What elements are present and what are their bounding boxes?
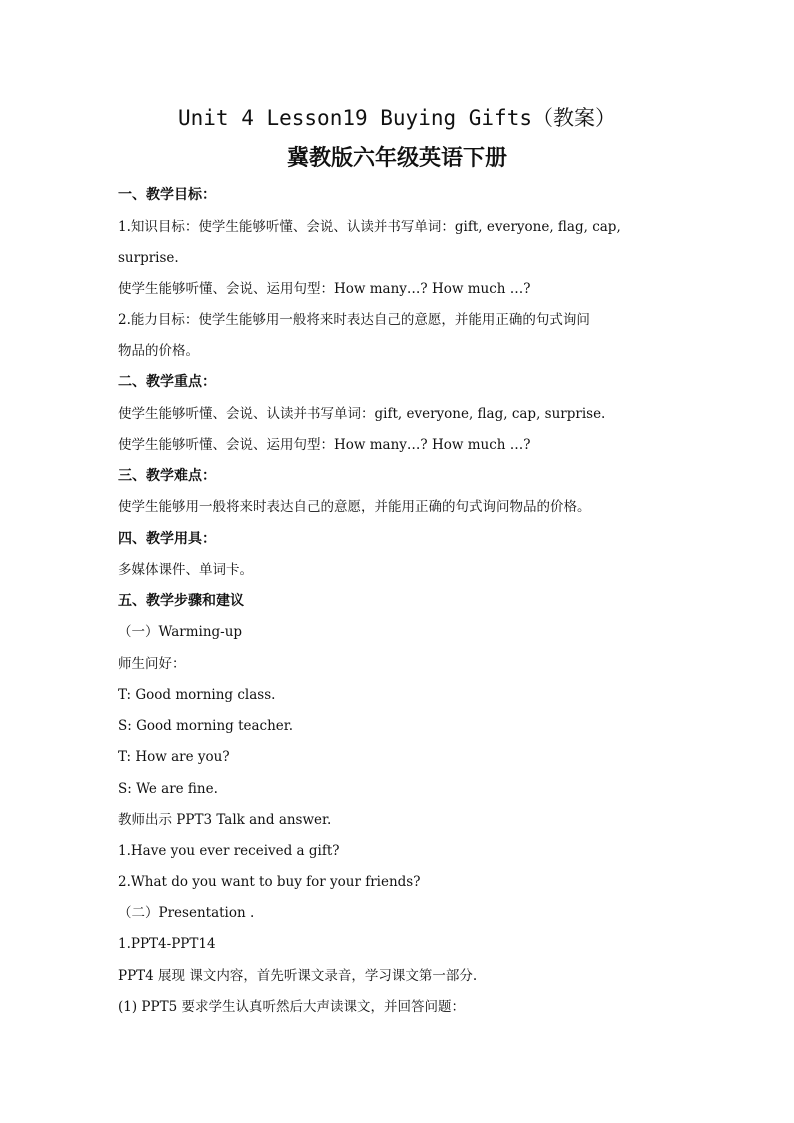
paragraph-line: 2.What do you want to buy for your friends?	[118, 874, 421, 890]
section-heading-tools: 四、教学用具：	[118, 531, 216, 547]
subsection-heading-presentation: （二）Presentation .	[118, 905, 255, 921]
section-heading-key-points: 二、教学重点：	[118, 374, 216, 390]
section-heading-objectives: 一、教学目标：	[118, 187, 216, 203]
paragraph-line: PPT4 展现 课文内容，首先听课文录音，学习课文第一部分.	[118, 968, 478, 984]
paragraph-line: 师生问好：	[118, 656, 186, 672]
dialogue-line: T: How are you?	[118, 749, 230, 765]
paragraph-line: 1.Have you ever received a gift?	[118, 843, 340, 859]
paragraph-line: 使学生能够听懂、会说、运用句型：How many…? How much …?	[118, 281, 531, 297]
paragraph-line: 使学生能够听懂、会说、认读并书写单词：gift, everyone, flag, cap, surprise.	[118, 406, 606, 422]
paragraph-line: 1.知识目标：使学生能够听懂、会说、认读并书写单词：gift, everyone, flag, cap,	[118, 219, 621, 235]
dialogue-line: T: Good morning class.	[118, 687, 276, 703]
section-heading-steps: 五、教学步骤和建议	[118, 593, 244, 609]
document-title: Unit 4 Lesson19 Buying Gifts（教案）	[177, 106, 616, 130]
paragraph-line: surprise.	[118, 250, 179, 266]
paragraph-line: 1.PPT4-PPT14	[118, 936, 216, 952]
paragraph-line: 物品的价格。	[118, 343, 199, 359]
dialogue-line: S: We are fine.	[118, 781, 218, 797]
paragraph-line: 2.能力目标：使学生能够用一般将来时表达自己的意愿，并能用正确的句式询问	[118, 312, 590, 328]
paragraph-line: 使学生能够听懂、会说、运用句型：How many…? How much …?	[118, 437, 531, 453]
dialogue-line: S: Good morning teacher.	[118, 718, 294, 734]
subsection-heading-warming-up: （一）Warming-up	[118, 624, 243, 640]
document-subtitle: 冀教版六年级英语下册	[286, 146, 507, 171]
paragraph-line: 教师出示 PPT3 Talk and answer.	[118, 812, 332, 828]
paragraph-line: (1) PPT5 要求学生认真听然后大声读课文，并回答问题：	[118, 999, 465, 1015]
paragraph-line: 多媒体课件、单词卡。	[118, 562, 253, 578]
paragraph-line: 使学生能够用一般将来时表达自己的意愿，并能用正确的句式询问物品的价格。	[118, 499, 591, 515]
section-heading-difficulties: 三、教学难点：	[118, 468, 216, 484]
